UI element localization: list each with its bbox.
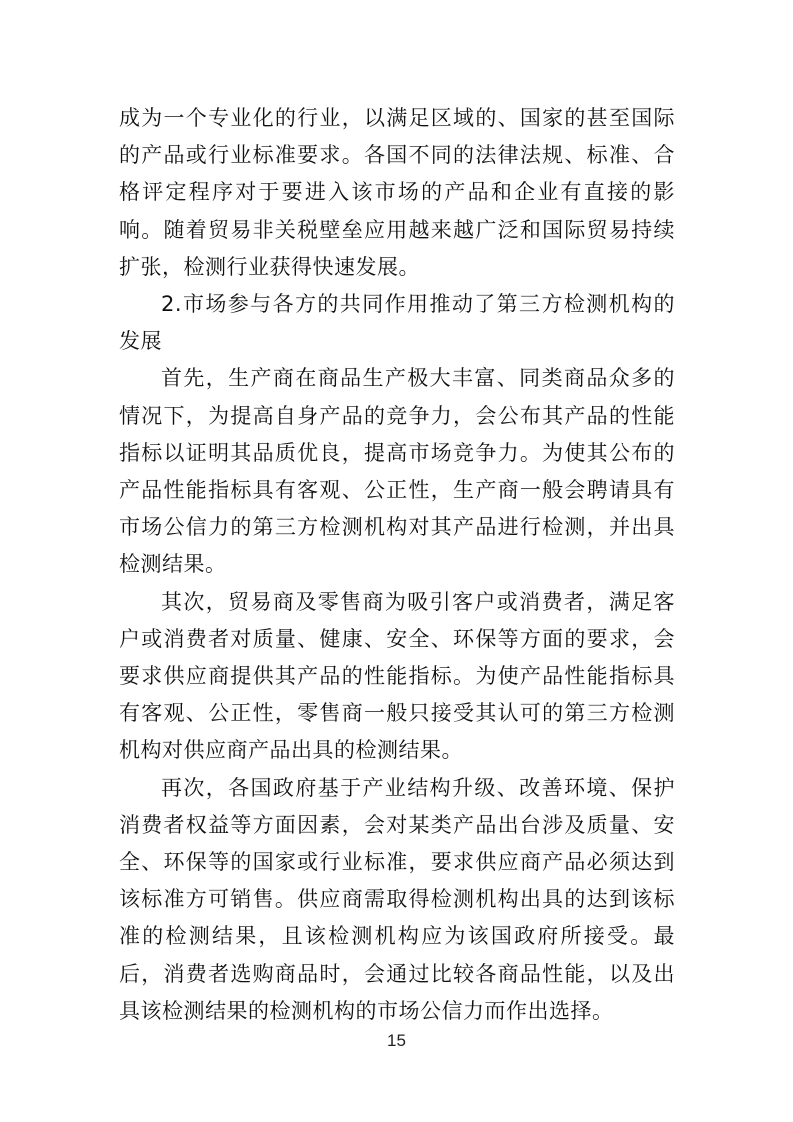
page-number: 15 xyxy=(387,1031,406,1050)
section-heading: 2.市场参与各方的共同作用推动了第三方检测机构的发展 xyxy=(119,292,675,354)
paragraph-continuation: 成为一个专业化的行业，以满足区域的、国家的甚至国际的产品或行业标准要求。各国不同的法律法规、标准、合格评定程序对于要进入该市场的产品和企业有直接的影响。随着贸易非关税壁垒应用越来越广泛和国际贸易持续扩张，检测行业获得快速发展。 xyxy=(119,106,675,279)
paragraph-producers: 首先，生产商在商品生产极大丰富、同类商品众多的情况下，为提高自身产品的竞争力，会公布其产品的性能指标以证明其品质优良，提高市场竞争力。为使其公布的产品性能指标具有客观、公正性，生产商一般会聘请具有市场公信力的第三方检测机构对其产品进行检测，并出具检测结果。 xyxy=(119,366,675,577)
page-body xyxy=(119,100,675,1030)
paragraph-retailers: 其次，贸易商及零售商为吸引客户或消费者，满足客户或消费者对质量、健康、安全、环保等方面的要求，会要求供应商提供其产品的性能指标。为使产品性能指标具有客观、公正性，零售商一般只接受其认可的第三方检测机构对供应商产品出具的检测结果。 xyxy=(119,589,675,763)
paragraph-governments: 再次，各国政府基于产业结构升级、改善环境、保护消费者权益等方面因素，会对某类产品出台涉及质量、安全、环保等的国家或行业标准，要求供应商产品必须达到该标准方可销售。供应商需取得检测机构出具的达到该标准的检测结果，且该检测机构应为该国政府所接受。最后，消费者选购商品时，会通过比较各商品性能，以及出具该检测结果的检测机构的市场公信力而作出选择。 xyxy=(119,775,675,1023)
